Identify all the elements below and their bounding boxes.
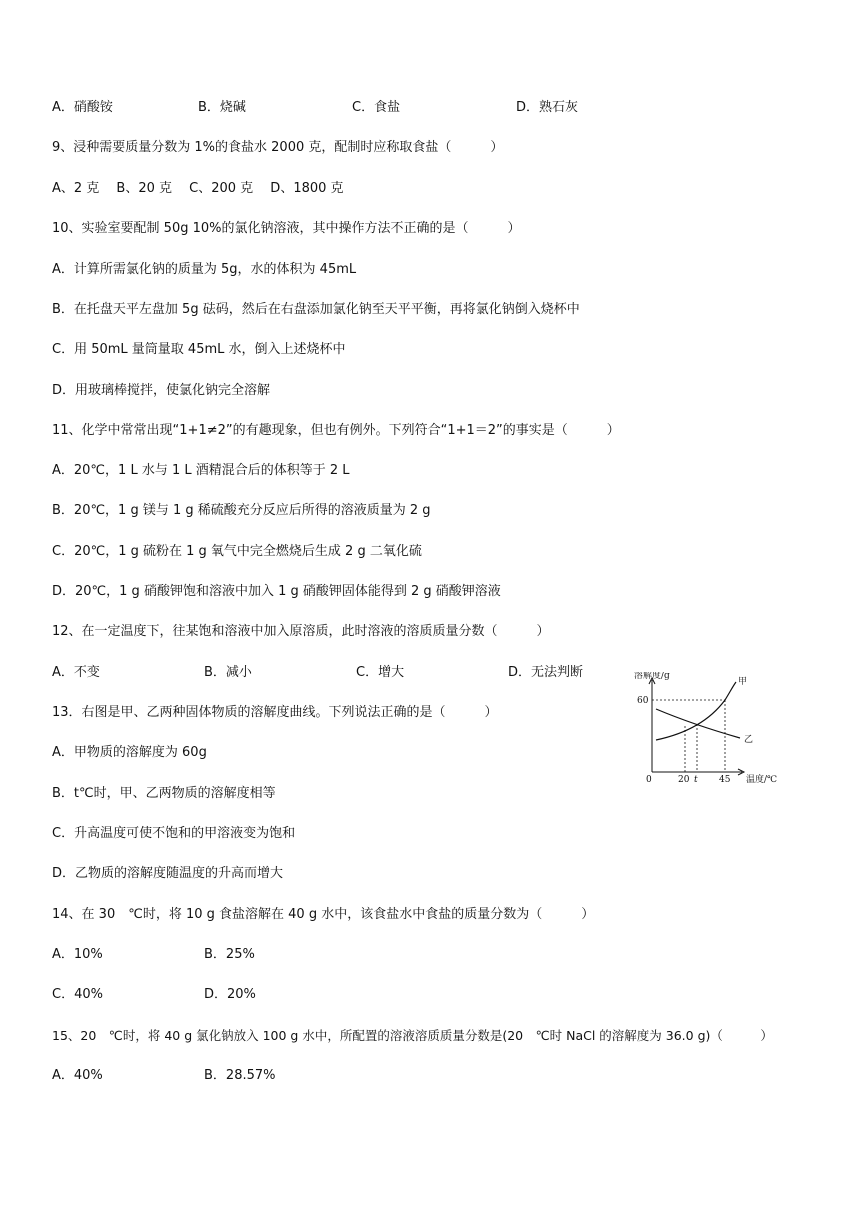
q12-option-c: C．增大	[356, 665, 405, 680]
solubility-curve-graph	[630, 672, 790, 784]
q10-option-d: D．用玻璃棒搅拌，使氯化钠完全溶解	[52, 383, 271, 398]
q10-option-c: C．用 50mL 量筒量取 45mL 水，倒入上述烧杯中	[52, 342, 346, 357]
graph-origin: 0	[646, 775, 652, 784]
curve-jia-label: 甲	[738, 677, 748, 687]
graph-x-tick-t: t	[694, 775, 698, 784]
q8-option-c: C．食盐	[352, 100, 401, 115]
q11-option-b: B．20℃，1 g 镁与 1 g 稀硫酸充分反应后所得的溶液质量为 2 g	[52, 503, 431, 518]
graph-y-tick-60: 60	[637, 696, 649, 706]
q13-option-a: A．甲物质的溶解度为 60g	[52, 745, 207, 760]
q10-option-a: A．计算所需氯化钠的质量为 5g，水的体积为 45mL	[52, 262, 357, 277]
curve-jia	[656, 682, 736, 740]
graph-xlabel: 温度/℃	[746, 775, 778, 784]
q15-option-b: B．28.57%	[204, 1068, 276, 1083]
q13-option-d: D．乙物质的溶解度随温度的升高而增大	[52, 866, 284, 881]
q11-option-a: A．20℃，1 L 水与 1 L 酒精混合后的体积等于 2 L	[52, 463, 350, 478]
q14-option-c: C．40%	[52, 987, 103, 1002]
q8-option-a: A．硝酸铵	[52, 100, 113, 115]
q11-option-d: D．20℃，1 g 硝酸钾饱和溶液中加入 1 g 硝酸钾固体能得到 2 g 硝酸钾溶液	[52, 584, 501, 599]
q14-option-d: D．20%	[204, 987, 256, 1002]
graph-x-tick-45: 45	[719, 775, 731, 784]
q12-option-a: A．不变	[52, 665, 100, 680]
q13-option-c: C．升高温度可使不饱和的甲溶液变为饱和	[52, 826, 296, 841]
curve-yi-label: 乙	[744, 735, 754, 745]
q10-option-b: B．在托盘天平左盘加 5g 砝码，然后在右盘添加氯化钠至天平平衡，再将氯化钠倒入烧杯中	[52, 302, 580, 317]
q15-stem: 15、20 ℃时，将 40 g 氯化钠放入 100 g 水中，所配置的溶液溶质质量分数是(20 ℃时 NaCl 的溶解度为 36.0 g)（ ）	[52, 1028, 773, 1043]
q9-stem: 9、浸种需要质量分数为 1%的食盐水 2000 克，配制时应称取食盐（ ）	[52, 140, 504, 155]
q11-option-c: C．20℃，1 g 硫粉在 1 g 氧气中完全燃烧后生成 2 g 二氧化硫	[52, 544, 422, 559]
q14-option-a: A．10%	[52, 947, 103, 962]
q9-options: A、2 克 B、20 克 C、200 克 D、1800 克	[52, 181, 344, 196]
q8-option-d: D．熟石灰	[516, 100, 579, 115]
q12-stem: 12、在一定温度下，往某饱和溶液中加入原溶质，此时溶液的溶质质量分数（ ）	[52, 624, 550, 639]
q12-option-b: B．减小	[204, 665, 252, 680]
q15-option-a: A．40%	[52, 1068, 103, 1083]
q13-option-b: B．t℃时，甲、乙两物质的溶解度相等	[52, 786, 276, 801]
graph-ylabel: 溶解度/g	[634, 672, 670, 681]
q8-option-b: B．烧碱	[198, 100, 246, 115]
q12-option-d: D．无法判断	[508, 665, 584, 680]
q13-stem: 13．右图是甲、乙两种固体物质的溶解度曲线。下列说法正确的是（ ）	[52, 705, 498, 720]
graph-x-tick-20: 20	[678, 775, 690, 784]
q14-stem: 14、在 30 ℃时，将 10 g 食盐溶解在 40 g 水中，该食盐水中食盐的质量分数为（ ）	[52, 907, 595, 922]
curve-yi	[656, 709, 740, 738]
q14-option-b: B．25%	[204, 947, 255, 962]
q10-stem: 10、实验室要配制 50g 10%的氯化钠溶液，其中操作方法不正确的是（ ）	[52, 221, 521, 236]
q11-stem: 11、化学中常常出现“1+1≠2”的有趣现象，但也有例外。下列符合“1+1＝2”的事实是（ ）	[52, 423, 620, 438]
